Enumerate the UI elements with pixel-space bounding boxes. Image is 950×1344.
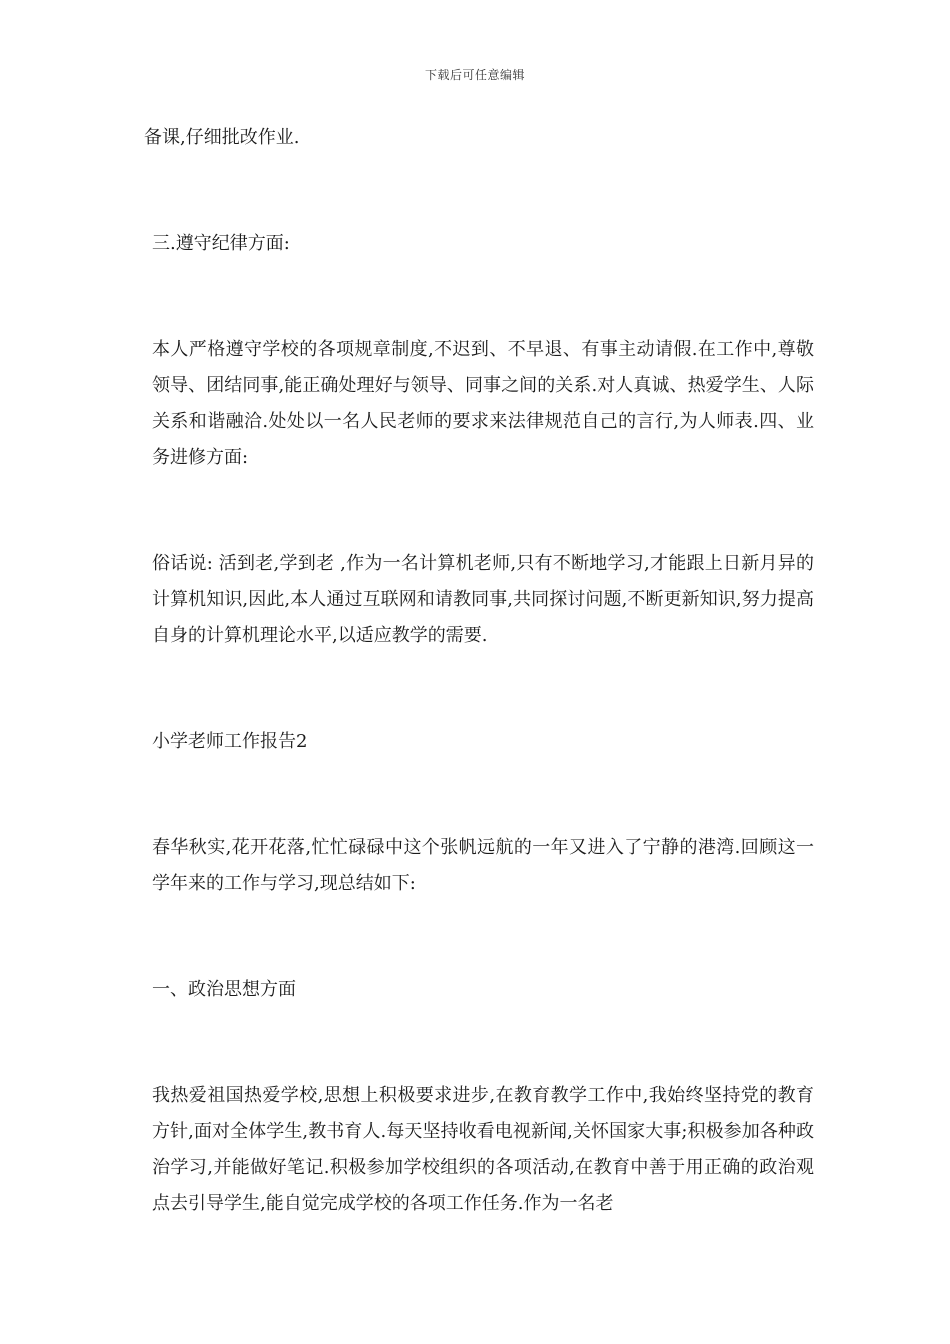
paragraph-politics: 我热爱祖国热爱学校,思想上积极要求进步,在教育教学工作中,我始终坚持党的教育方针,面对全体学生,教书育人.每天坚持收看电视新闻,关怀国家大事;积极参加各种政治学习,并能做好笔记.积极参加学校组织的各项活动,在教育中善于用正确的政治观点去引导学生,能自觉完成学校的各项工作任务.作为一名老 <box>152 1085 814 1214</box>
document-body <box>144 120 814 1222</box>
page-header: 下载后可任意编辑 <box>424 68 525 82</box>
paragraph-intro: 春华秋实,花开花落,忙忙碌碌中这个张帆远航的一年又进入了宁静的港湾.回顾这一学年来的工作与学习,现总结如下: <box>152 837 814 894</box>
section-heading-discipline: 三.遵守纪律方面: <box>152 233 290 254</box>
section-heading-politics: 一、政治思想方面 <box>152 979 296 1000</box>
paragraph-study: 俗话说: 活到老,学到老 ,作为一名计算机老师,只有不断地学习,才能跟上日新月异的计算机知识,因此,本人通过互联网和请教同事,共同探讨问题,不断更新知识,努力提高自身的计算机理论水平,以适应教学的需要. <box>152 553 814 646</box>
report-title-2: 小学老师工作报告2 <box>152 731 308 752</box>
paragraph-continuation: 备课,仔细批改作业. <box>144 127 300 148</box>
paragraph-discipline: 本人严格遵守学校的各项规章制度,不迟到、不早退、有事主动请假.在工作中,尊敬领导、团结同事,能正确处理好与领导、同事之间的关系.对人真诚、热爱学生、人际关系和谐融洽.处处以一名人民老师的要求来法律规范自己的言行,为人师表.四、业务进修方面: <box>152 339 814 468</box>
